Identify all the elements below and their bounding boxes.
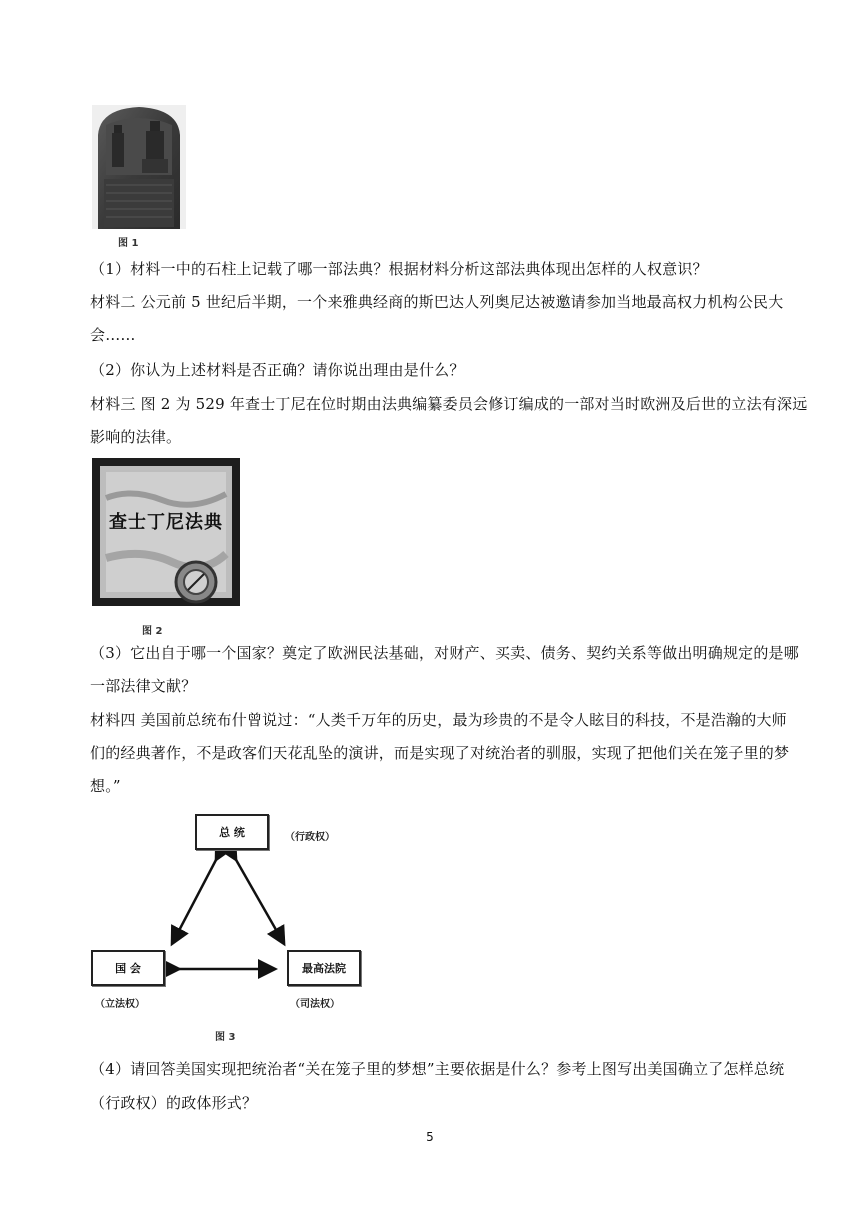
figure-3-caption: 图 3 (215, 1032, 236, 1043)
material-4-line-3: 想。” (90, 777, 121, 795)
question-3-line-1: （3）它出自于哪一个国家？奠定了欧洲民法基础，对财产、买卖、债务、契约关系等做出明确规定的是哪 (90, 644, 799, 662)
congress-role-label: （立法权） (95, 999, 145, 1010)
question-1: （1）材料一中的石柱上记载了哪一部法典？根据材料分析这部法典体现出怎样的人权意识？ (90, 260, 708, 278)
congress-label: 国 会 (115, 962, 141, 975)
figure-1-stele-image (92, 105, 186, 229)
supreme-court-label: 最高法院 (302, 962, 346, 975)
president-box (195, 814, 269, 850)
question-2: （2）你认为上述材料是否正确？请你说出理由是什么？ (90, 361, 465, 379)
figure-2-justinian-code-image (92, 458, 240, 606)
material-4-line-2: 们的经典著作，不是政客们天花乱坠的演讲，而是实现了对统治者的驯服，实现了把他们关在笼子里的梦 (90, 744, 790, 762)
figure-2-title: 查士丁尼法典 (109, 512, 223, 533)
question-4-line-2: （行政权）的政体形式？ (90, 1094, 258, 1112)
figure-2-caption: 图 2 (142, 626, 163, 637)
president-label: 总 统 (219, 826, 245, 839)
material-3-line-1: 材料三 图 2 为 529 年查士丁尼在位时期由法典编纂委员会修订编成的一部对当时欧洲及后世的立法有深远 (90, 395, 808, 413)
arrow-president-congress (173, 858, 217, 942)
material-2-line-1: 材料二 公元前 5 世纪后半期，一个来雅典经商的斯巴达人列奥尼达被邀请参加当地最高权力机构公民大 (90, 293, 784, 311)
figure-3-diagram (85, 810, 385, 1043)
material-3-line-2: 影响的法律。 (90, 428, 182, 446)
question-3-line-2: 一部法律文献？ (90, 677, 197, 695)
page-number: 5 (426, 1130, 434, 1144)
supreme-court-role-label: （司法权） (290, 999, 340, 1010)
question-4-line-1: （4）请回答美国实现把统治者“关在笼子里的梦想”主要依据是什么？参考上图写出美国确立了怎样总统 (90, 1060, 785, 1078)
congress-box (91, 950, 165, 986)
material-4-line-1: 材料四 美国前总统布什曾说过：“人类千万年的历史，最为珍贵的不是令人眩目的科技，不是浩瀚的大师 (90, 711, 787, 729)
figure-1-caption: 图 1 (118, 238, 139, 249)
arrow-president-court (235, 858, 283, 942)
supreme-court-box (287, 950, 361, 986)
material-2-line-2: 会…… (90, 326, 136, 344)
president-role-label: （行政权） (285, 832, 335, 843)
